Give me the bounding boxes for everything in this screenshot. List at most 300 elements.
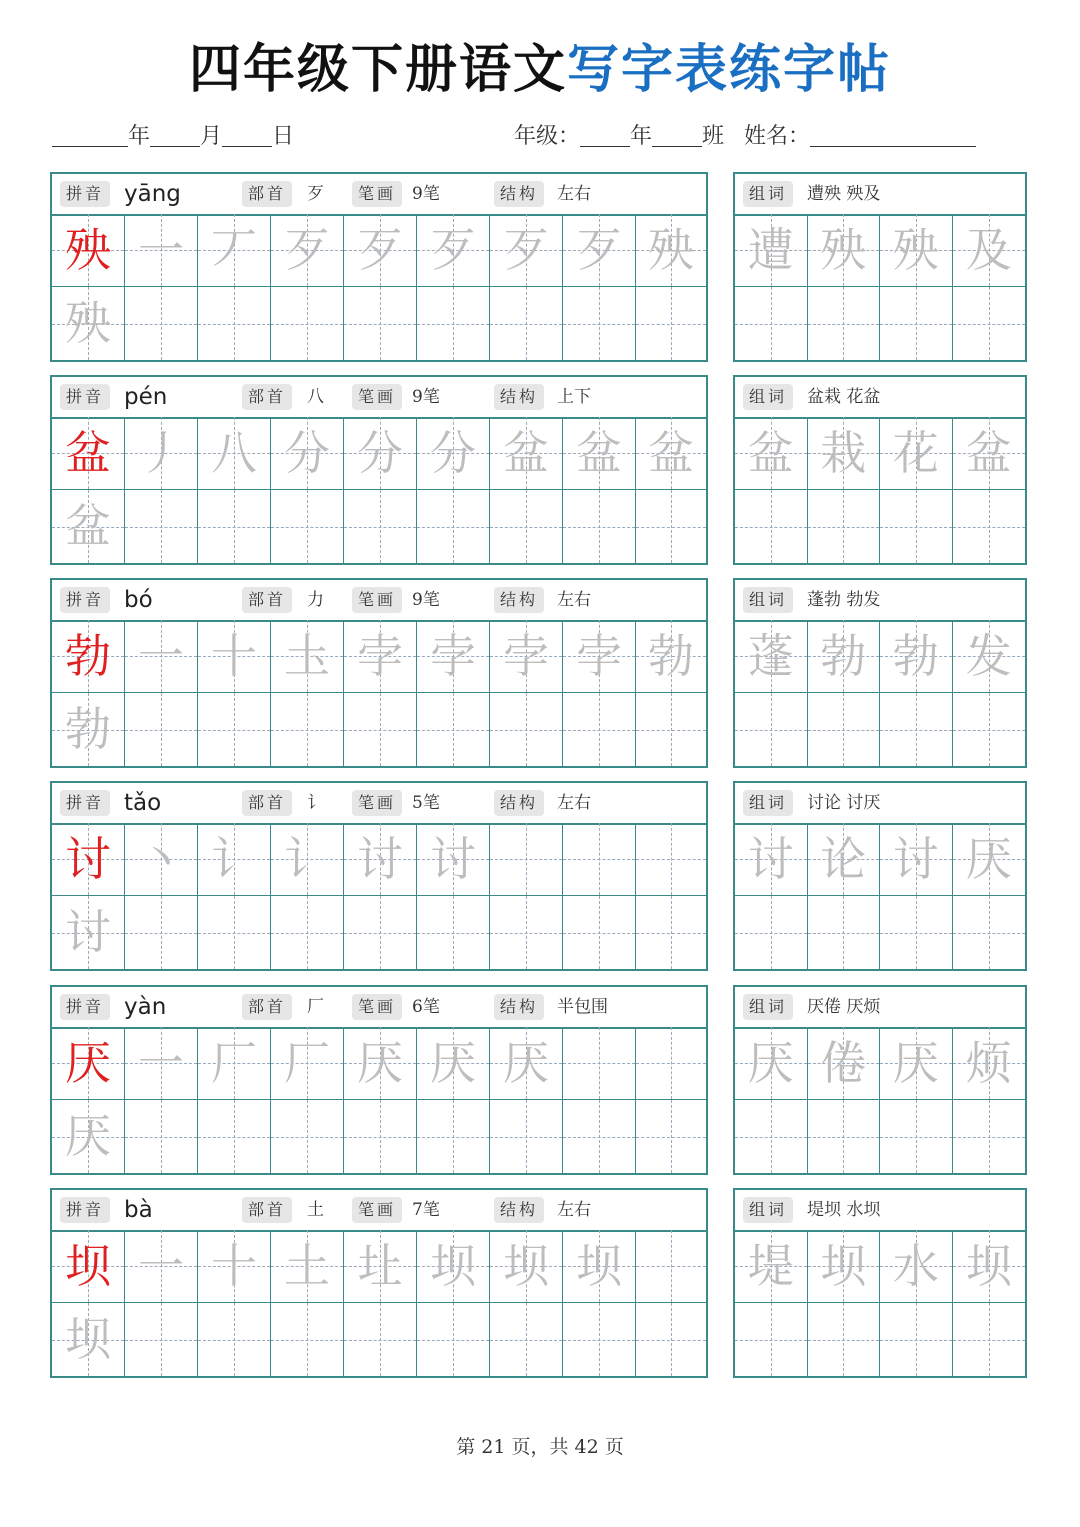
word-cell[interactable] — [880, 490, 953, 563]
word-cell[interactable] — [953, 823, 1026, 896]
writing-cell[interactable] — [490, 823, 563, 896]
writing-cell[interactable] — [563, 620, 636, 693]
trace-character: 丶 — [138, 832, 184, 886]
writing-cell[interactable] — [52, 490, 125, 563]
trace-character: 圵 — [357, 1239, 403, 1293]
trace-character: 讠 — [284, 832, 330, 886]
writing-cell[interactable] — [563, 1303, 636, 1376]
writing-cell[interactable] — [125, 620, 198, 693]
trace-character: 孛 — [357, 629, 403, 683]
writing-cell[interactable] — [563, 1100, 636, 1173]
year-blank[interactable] — [52, 120, 128, 147]
writing-cell[interactable] — [125, 287, 198, 360]
words-grid — [735, 1230, 1025, 1376]
writing-cell[interactable] — [271, 417, 344, 490]
model-character: 厌 — [65, 1036, 111, 1090]
writing-cell[interactable] — [636, 417, 706, 490]
pinyin-tag: 拼音 — [60, 994, 110, 1020]
writing-cell[interactable] — [563, 1027, 636, 1100]
practice-block — [50, 578, 1027, 768]
writing-cell[interactable] — [52, 693, 125, 766]
trace-character: 厌 — [503, 1036, 549, 1090]
char-info-header — [52, 580, 706, 622]
trace-character: 歹 — [357, 223, 403, 277]
writing-cell[interactable] — [417, 214, 490, 287]
writing-grid — [52, 1027, 706, 1173]
word-cell[interactable] — [735, 287, 808, 360]
word-cell[interactable] — [880, 287, 953, 360]
word-cell[interactable] — [953, 693, 1026, 766]
word-cell[interactable] — [880, 1100, 953, 1173]
writing-cell[interactable] — [198, 620, 271, 693]
word-cell[interactable] — [808, 620, 881, 693]
writing-cell[interactable] — [563, 896, 636, 969]
writing-cell[interactable] — [125, 693, 198, 766]
word-cell[interactable] — [808, 896, 881, 969]
trace-character: 盆 — [648, 426, 694, 480]
word-trace-character: 花 — [892, 426, 939, 480]
model-character: 坝 — [65, 1239, 111, 1293]
class-label: 班 — [702, 124, 725, 149]
word-cell[interactable] — [735, 1027, 808, 1100]
writing-cell[interactable] — [271, 490, 344, 563]
word-cell[interactable] — [735, 896, 808, 969]
writing-cell[interactable] — [52, 1230, 125, 1303]
word-trace-character: 水 — [892, 1239, 939, 1293]
word-cell[interactable] — [880, 1230, 953, 1303]
writing-cell[interactable] — [490, 620, 563, 693]
trace-character — [490, 823, 562, 895]
trace-character: 殃 — [648, 223, 694, 277]
writing-cell[interactable] — [563, 417, 636, 490]
writing-cell[interactable] — [344, 693, 417, 766]
writing-cell[interactable] — [636, 693, 706, 766]
word-cell[interactable] — [808, 417, 881, 490]
writing-cell[interactable] — [198, 214, 271, 287]
radical-value: 土 — [307, 1200, 324, 1220]
writing-cell[interactable] — [417, 823, 490, 896]
trace-character: 分 — [284, 426, 330, 480]
trace-character: 厂 — [284, 1036, 330, 1090]
model-character: 盆 — [65, 426, 111, 480]
word-cell[interactable] — [808, 1100, 881, 1173]
writing-cell[interactable] — [417, 1230, 490, 1303]
writing-cell[interactable] — [344, 214, 417, 287]
writing-cell[interactable] — [563, 693, 636, 766]
strokes-value: 9笔 — [412, 184, 440, 204]
word-trace-character: 及 — [965, 223, 1012, 277]
writing-cell[interactable] — [198, 693, 271, 766]
word-cell[interactable] — [735, 1230, 808, 1303]
strokes-tag: 笔画 — [352, 1197, 402, 1223]
writing-cell[interactable] — [417, 896, 490, 969]
word-cell[interactable] — [953, 1027, 1026, 1100]
word-cell[interactable] — [953, 1230, 1026, 1303]
grade-blank[interactable] — [580, 120, 630, 147]
month-label: 月 — [200, 124, 223, 149]
char-panel — [50, 578, 708, 768]
word-cell[interactable] — [880, 417, 953, 490]
word-cell[interactable] — [808, 1303, 881, 1376]
writing-cell[interactable] — [344, 620, 417, 693]
writing-cell[interactable] — [344, 896, 417, 969]
pinyin-value: yàn — [124, 994, 167, 1020]
word-trace-character: 殃 — [820, 223, 867, 277]
writing-cell[interactable] — [490, 1027, 563, 1100]
word-cell[interactable] — [735, 490, 808, 563]
word-trace-character: 厌 — [965, 832, 1012, 886]
writing-cell[interactable] — [417, 417, 490, 490]
words-value: 蓬勃 勃发 — [807, 590, 881, 610]
writing-cell[interactable] — [125, 896, 198, 969]
words-grid — [735, 1027, 1025, 1173]
strokes-tag: 笔画 — [352, 384, 402, 410]
writing-cell[interactable] — [271, 693, 344, 766]
trace-character: 殃 — [65, 296, 111, 350]
writing-cell[interactable] — [636, 823, 706, 896]
word-cell[interactable] — [808, 1027, 881, 1100]
trace-character: 盆 — [65, 499, 111, 553]
writing-grid — [52, 417, 706, 563]
writing-cell[interactable] — [636, 490, 706, 563]
trace-character: 十 — [211, 629, 257, 683]
words-grid — [735, 620, 1025, 766]
writing-cell[interactable] — [271, 1100, 344, 1173]
words-header — [735, 1190, 1025, 1232]
word-cell[interactable] — [953, 287, 1026, 360]
trace-character: 讨 — [65, 905, 111, 959]
writing-cell[interactable] — [271, 896, 344, 969]
word-cell[interactable] — [880, 896, 953, 969]
writing-cell[interactable] — [125, 490, 198, 563]
writing-cell[interactable] — [490, 1230, 563, 1303]
word-trace-character: 论 — [820, 832, 867, 886]
radical-value: 歹 — [307, 184, 324, 204]
writing-cell[interactable] — [636, 214, 706, 287]
word-cell[interactable] — [880, 1027, 953, 1100]
writing-cell[interactable] — [636, 1230, 706, 1303]
words-header — [735, 377, 1025, 419]
words-grid — [735, 214, 1025, 360]
writing-cell[interactable] — [198, 896, 271, 969]
writing-cell[interactable] — [417, 1303, 490, 1376]
structure-tag: 结构 — [494, 1197, 544, 1223]
writing-cell[interactable] — [636, 1303, 706, 1376]
month-blank[interactable] — [150, 120, 200, 147]
writing-cell[interactable] — [198, 1230, 271, 1303]
word-cell[interactable] — [735, 1303, 808, 1376]
words-header — [735, 987, 1025, 1029]
trace-character — [636, 1027, 706, 1099]
word-cell[interactable] — [808, 287, 881, 360]
writing-cell[interactable] — [125, 1303, 198, 1376]
writing-cell[interactable] — [198, 1027, 271, 1100]
writing-cell[interactable] — [198, 1303, 271, 1376]
strokes-tag: 笔画 — [352, 994, 402, 1020]
writing-cell[interactable] — [344, 490, 417, 563]
writing-cell[interactable] — [490, 417, 563, 490]
practice-block — [50, 172, 1027, 362]
class-blank[interactable] — [652, 120, 702, 147]
word-trace-character: 堤 — [747, 1239, 794, 1293]
writing-cell[interactable] — [52, 287, 125, 360]
writing-cell[interactable] — [636, 1100, 706, 1173]
trace-character: 讨 — [357, 832, 403, 886]
pinyin-tag: 拼音 — [60, 1197, 110, 1223]
words-value: 遭殃 殃及 — [807, 184, 881, 204]
structure-value: 左右 — [557, 793, 591, 813]
words-tag: 组词 — [743, 994, 793, 1020]
char-panel — [50, 172, 708, 362]
word-trace-character: 蓬 — [747, 629, 794, 683]
pinyin-value: tǎo — [124, 790, 162, 816]
writing-cell[interactable] — [563, 287, 636, 360]
writing-cell[interactable] — [563, 214, 636, 287]
writing-cell[interactable] — [125, 1230, 198, 1303]
trace-character: 厌 — [65, 1109, 111, 1163]
writing-cell[interactable] — [125, 1027, 198, 1100]
words-panel — [733, 781, 1027, 971]
writing-cell[interactable] — [198, 490, 271, 563]
word-cell[interactable] — [808, 693, 881, 766]
word-cell[interactable] — [953, 490, 1026, 563]
writing-cell[interactable] — [417, 490, 490, 563]
pinyin-tag: 拼音 — [60, 587, 110, 613]
word-cell[interactable] — [880, 693, 953, 766]
word-trace-character: 盆 — [747, 426, 794, 480]
words-grid — [735, 417, 1025, 563]
page-footer: 第 21 页，共 42 页 — [456, 1436, 624, 1458]
writing-cell[interactable] — [344, 1303, 417, 1376]
writing-cell[interactable] — [490, 1303, 563, 1376]
writing-cell[interactable] — [271, 1230, 344, 1303]
trace-character: 歹 — [430, 223, 476, 277]
words-tag: 组词 — [743, 587, 793, 613]
model-character: 勃 — [65, 629, 111, 683]
writing-cell[interactable] — [198, 417, 271, 490]
pinyin-tag: 拼音 — [60, 384, 110, 410]
structure-value: 上下 — [557, 387, 591, 407]
trace-character: 讨 — [430, 832, 476, 886]
writing-cell[interactable] — [52, 823, 125, 896]
char-info-header — [52, 174, 706, 216]
word-trace-character: 发 — [965, 629, 1012, 683]
trace-character: 厌 — [357, 1036, 403, 1090]
word-trace-character: 讨 — [892, 832, 939, 886]
writing-cell[interactable] — [271, 1303, 344, 1376]
writing-cell[interactable] — [198, 1100, 271, 1173]
words-header — [735, 580, 1025, 622]
writing-grid — [52, 620, 706, 766]
writing-cell[interactable] — [52, 1303, 125, 1376]
trace-character: 一 — [138, 1036, 184, 1090]
class-line — [514, 120, 976, 154]
writing-cell[interactable] — [52, 1027, 125, 1100]
structure-value: 半包围 — [557, 997, 608, 1017]
writing-cell[interactable] — [52, 214, 125, 287]
strokes-value: 6笔 — [412, 997, 440, 1017]
word-cell[interactable] — [735, 214, 808, 287]
word-trace-character: 盆 — [965, 426, 1012, 480]
practice-block — [50, 781, 1027, 971]
word-cell[interactable] — [735, 417, 808, 490]
trace-character: 十 — [211, 1239, 257, 1293]
word-cell[interactable] — [735, 693, 808, 766]
model-character: 殃 — [65, 223, 111, 277]
word-cell[interactable] — [953, 417, 1026, 490]
writing-cell[interactable] — [490, 1100, 563, 1173]
writing-cell[interactable] — [636, 896, 706, 969]
radical-value: 厂 — [307, 997, 324, 1017]
words-tag: 组词 — [743, 1197, 793, 1223]
word-cell[interactable] — [735, 620, 808, 693]
word-cell[interactable] — [808, 823, 881, 896]
writing-cell[interactable] — [563, 823, 636, 896]
practice-block — [50, 1188, 1027, 1378]
pinyin-tag: 拼音 — [60, 790, 110, 816]
name-blank[interactable] — [810, 120, 976, 147]
word-cell[interactable] — [808, 1230, 881, 1303]
writing-cell[interactable] — [417, 1100, 490, 1173]
word-cell[interactable] — [735, 823, 808, 896]
writing-cell[interactable] — [52, 417, 125, 490]
trace-character: 歹 — [576, 223, 622, 277]
trace-character: 孛 — [503, 629, 549, 683]
writing-cell[interactable] — [344, 1100, 417, 1173]
word-trace-character: 坝 — [965, 1239, 1012, 1293]
words-panel — [733, 985, 1027, 1175]
writing-grid — [52, 1230, 706, 1376]
writing-cell[interactable] — [125, 1100, 198, 1173]
writing-cell[interactable] — [198, 823, 271, 896]
words-value: 堤坝 水坝 — [807, 1200, 881, 1220]
char-panel — [50, 1188, 708, 1378]
writing-cell[interactable] — [636, 287, 706, 360]
writing-cell[interactable] — [271, 620, 344, 693]
radical-tag: 部首 — [242, 790, 292, 816]
word-trace-character: 遭 — [747, 223, 794, 277]
writing-cell[interactable] — [344, 1027, 417, 1100]
trace-character: 厌 — [430, 1036, 476, 1090]
trace-character: 丿 — [138, 426, 184, 480]
writing-cell[interactable] — [490, 287, 563, 360]
writing-cell[interactable] — [52, 620, 125, 693]
word-cell[interactable] — [953, 1303, 1026, 1376]
writing-cell[interactable] — [125, 417, 198, 490]
trace-character: 坝 — [503, 1239, 549, 1293]
writing-cell[interactable] — [344, 287, 417, 360]
trace-character: 孛 — [576, 629, 622, 683]
writing-cell[interactable] — [417, 620, 490, 693]
words-header — [735, 174, 1025, 216]
writing-cell[interactable] — [636, 1027, 706, 1100]
structure-tag: 结构 — [494, 790, 544, 816]
writing-cell[interactable] — [344, 417, 417, 490]
writing-cell[interactable] — [271, 823, 344, 896]
writing-cell[interactable] — [490, 693, 563, 766]
structure-tag: 结构 — [494, 181, 544, 207]
trace-character: 盆 — [503, 426, 549, 480]
word-cell[interactable] — [953, 1100, 1026, 1173]
page-title — [0, 38, 1080, 102]
writing-cell[interactable] — [417, 1027, 490, 1100]
writing-cell[interactable] — [636, 620, 706, 693]
word-trace-character: 坝 — [820, 1239, 867, 1293]
radical-value: 八 — [307, 387, 324, 407]
strokes-tag: 笔画 — [352, 790, 402, 816]
day-label: 日 — [272, 124, 295, 149]
writing-cell[interactable] — [125, 214, 198, 287]
strokes-value: 9笔 — [412, 590, 440, 610]
words-tag: 组词 — [743, 181, 793, 207]
writing-cell[interactable] — [563, 490, 636, 563]
char-panel — [50, 985, 708, 1175]
word-cell[interactable] — [953, 620, 1026, 693]
structure-tag: 结构 — [494, 994, 544, 1020]
words-panel — [733, 578, 1027, 768]
word-cell[interactable] — [880, 823, 953, 896]
structure-value: 左右 — [557, 184, 591, 204]
trace-character: 丆 — [211, 223, 257, 277]
word-cell[interactable] — [880, 214, 953, 287]
writing-cell[interactable] — [417, 287, 490, 360]
writing-cell[interactable] — [198, 287, 271, 360]
radical-tag: 部首 — [242, 384, 292, 410]
writing-cell[interactable] — [52, 1100, 125, 1173]
writing-cell[interactable] — [52, 896, 125, 969]
writing-cell[interactable] — [271, 287, 344, 360]
strokes-value: 5笔 — [412, 793, 440, 813]
char-info-header — [52, 783, 706, 825]
writing-cell[interactable] — [417, 693, 490, 766]
word-trace-character: 烦 — [965, 1036, 1012, 1090]
word-cell[interactable] — [953, 214, 1026, 287]
structure-tag: 结构 — [494, 587, 544, 613]
radical-tag: 部首 — [242, 587, 292, 613]
trace-character: 勃 — [648, 629, 694, 683]
writing-cell[interactable] — [563, 1230, 636, 1303]
day-blank[interactable] — [222, 120, 272, 147]
title-part2: 写字表练字帖 — [567, 39, 892, 100]
word-trace-character: 厌 — [892, 1036, 939, 1090]
words-value: 盆栽 花盆 — [807, 387, 881, 407]
word-cell[interactable] — [953, 896, 1026, 969]
word-cell[interactable] — [880, 620, 953, 693]
pinyin-value: pén — [124, 384, 168, 410]
words-panel — [733, 172, 1027, 362]
word-cell[interactable] — [808, 214, 881, 287]
writing-cell[interactable] — [344, 1230, 417, 1303]
word-cell[interactable] — [735, 1100, 808, 1173]
trace-character: 孛 — [430, 629, 476, 683]
word-trace-character: 勃 — [820, 629, 867, 683]
trace-character: 坝 — [65, 1312, 111, 1366]
word-cell[interactable] — [880, 1303, 953, 1376]
writing-cell[interactable] — [125, 823, 198, 896]
word-cell[interactable] — [808, 490, 881, 563]
writing-cell[interactable] — [344, 823, 417, 896]
trace-character: 歹 — [284, 223, 330, 277]
radical-tag: 部首 — [242, 994, 292, 1020]
radical-value: 力 — [307, 590, 324, 610]
grade-label: 年级： — [514, 124, 581, 149]
writing-cell[interactable] — [271, 214, 344, 287]
writing-cell[interactable] — [271, 1027, 344, 1100]
writing-cell[interactable] — [490, 214, 563, 287]
writing-cell[interactable] — [490, 896, 563, 969]
word-trace-character: 勃 — [892, 629, 939, 683]
writing-cell[interactable] — [490, 490, 563, 563]
